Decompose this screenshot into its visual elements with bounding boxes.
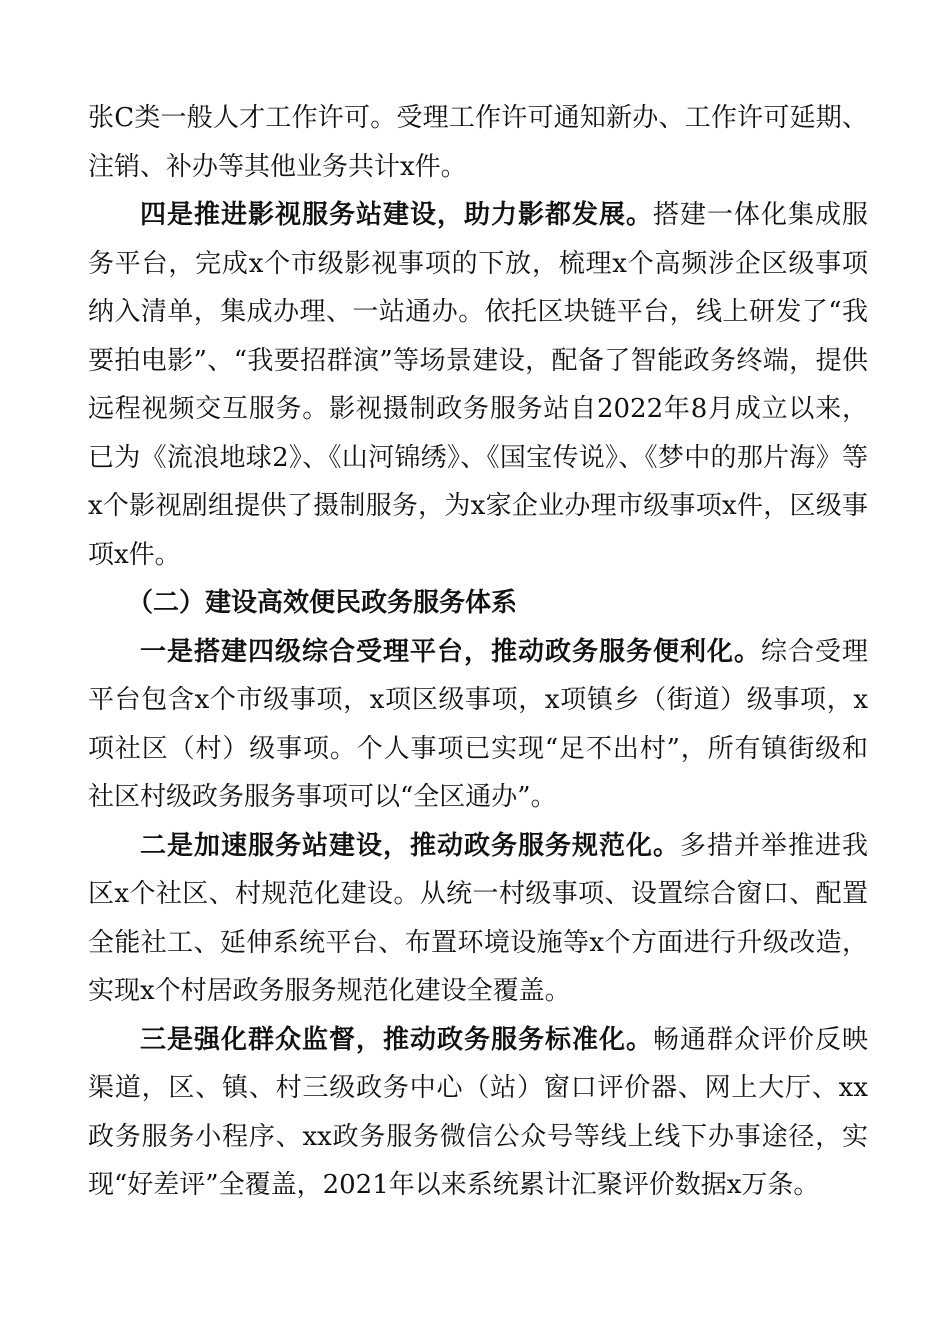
paragraph-film-service-station	[88, 191, 868, 579]
paragraph-lead: 二是加速服务站建设，推动政务服务规范化。	[140, 830, 680, 861]
paragraph-text: 张C类一般人才工作许可。受理工作许可通知新办、工作许可延期、注销、补办等其他业务共计x件。	[88, 103, 868, 182]
paragraph-text: 畅通群众评价反映渠道，区、镇、村三级政务中心（站）窗口评价器、网上大厅、xx政务服务小程序、xx政务服务微信公众号等线上线下办事途径，实现“好差评”全覆盖，2021年以来系统累计汇聚评价数据x万条。	[88, 1024, 868, 1200]
paragraph-service-station-standardization	[88, 822, 868, 1016]
paragraph-text: 多措并举推进我区x个社区、村规范化建设。从统一村级事项、设置综合窗口、配置全能社工、延伸系统平台、布置环境设施等x个方面进行升级改造，实现x个村居政务服务规范化建设全覆盖。	[88, 830, 868, 1006]
paragraph-public-supervision	[88, 1016, 868, 1210]
paragraph-four-level-platform	[88, 628, 868, 822]
paragraph-continuation	[88, 94, 868, 191]
paragraph-text: 搭建一体化集成服务平台，完成x个市级影视事项的下放，梳理x个高频涉企区级事项纳入清单，集成办理、一站通办。依托区块链平台，线上研发了“我要拍电影”、“我要招群演”等场景建设，配备了智能政务终端，提供远程视频交互服务。影视摄制政务服务站自2022年8月成立以来，已为《流浪地球2》、《山河锦绣》、《国宝传说》、《梦中的那片海》等x个影视剧组提供了摄制服务，为x家企业办理市级事项x件，区级事项x件。	[88, 200, 868, 570]
paragraph-text: 综合受理平台包含x个市级事项，x项区级事项，x项镇乡（街道）级事项，x项社区（村）级事项。个人事项已实现“足不出村”，所有镇街级和社区村级政务服务事项可以“全区通办”。	[88, 636, 868, 812]
section-heading: （二）建设高效便民政务服务体系	[127, 588, 518, 618]
document-page	[88, 94, 868, 1210]
paragraph-lead: 四是推进影视服务站建设，助力影都发展。	[140, 200, 653, 230]
paragraph-lead: 三是强化群众监督，推动政务服务标准化。	[140, 1024, 653, 1055]
paragraph-lead: 一是搭建四级综合受理平台，推动政务服务便利化。	[140, 636, 761, 667]
